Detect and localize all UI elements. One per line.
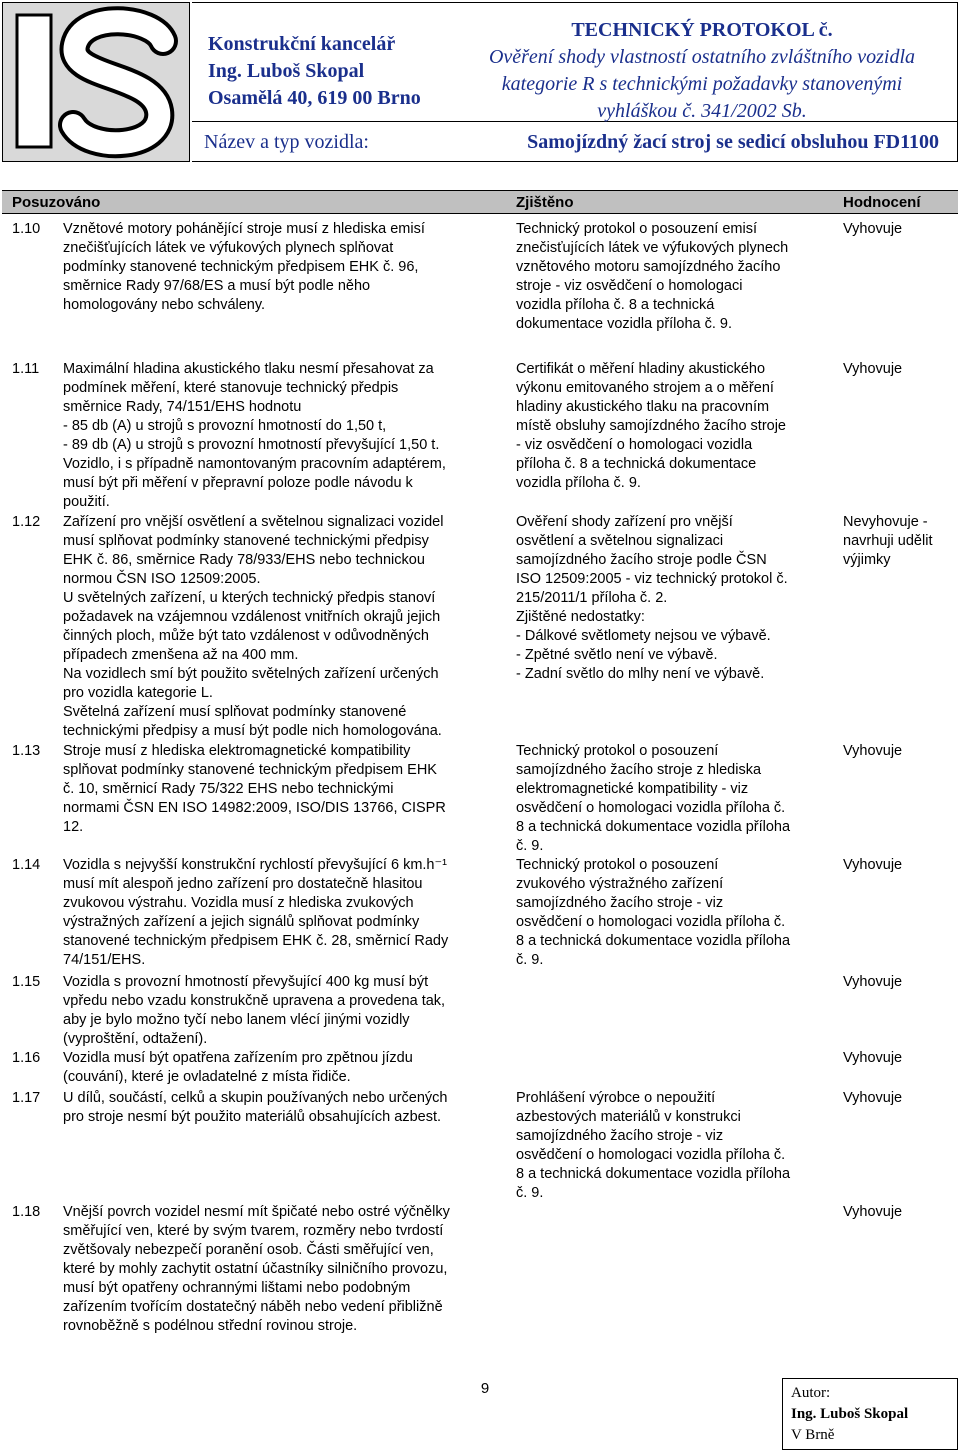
text-line: pro stroje nesmí být použito materiálů obsahujících azbest. xyxy=(63,1109,441,1125)
text-line: případech zmenšena až na 400 mm. xyxy=(63,647,299,663)
text-line: - 85 db (A) u strojů s provozní hmotností do 1,50 t, xyxy=(63,418,387,434)
protocol-block xyxy=(452,17,952,125)
row-number: 1.10 xyxy=(12,221,41,237)
text-line: - viz osvědčení o homologaci vozidla xyxy=(516,437,753,453)
table-header xyxy=(2,190,958,214)
text-line: Na vozidlech smí být použito světelných zařízení určených xyxy=(63,666,439,682)
finding-text xyxy=(516,856,831,970)
vehicle-label: Název a typ vozidla: xyxy=(204,131,369,153)
text-line: 8 a technická dokumentace vozidla příloha xyxy=(516,933,791,949)
text-line: musí splňovat podmínky stanovené technickými předpisy xyxy=(63,533,429,549)
protocol-line: vyhláškou č. 341/2002 Sb. xyxy=(597,100,807,122)
text-line: vznětového motoru samojízdného žacího xyxy=(516,259,781,275)
page-number: 9 xyxy=(480,1380,490,1397)
text-line: použití. xyxy=(63,494,110,510)
text-line: příloha č. 8 a technická dokumentace xyxy=(516,456,757,472)
text-line: - 89 db (A) u strojů s provozní hmotností převyšující 1,50 t. xyxy=(63,437,440,453)
text-line: Vnější povrch vozidel nesmí mít špičaté nebo ostré výčnělky xyxy=(63,1204,450,1220)
text-line: (couvání), které je ovladatelné z místa řidiče. xyxy=(63,1069,351,1085)
text-line: podmínek měření, které stanovuje technický předpis xyxy=(63,380,399,396)
column-header-found: Zjištěno xyxy=(516,194,574,211)
text-line: Vznětové motory pohánějící stroje musí z hlediska emisí xyxy=(63,221,425,237)
header-top xyxy=(192,2,958,122)
protocol-line: kategorie R s technickými požadavky stanovenými xyxy=(501,73,903,95)
text-line: Stroje musí z hlediska elektromagnetické kompatibility xyxy=(63,743,411,759)
text-line: azbestových materiálů v konstrukci xyxy=(516,1109,741,1125)
text-line: zvětšovaly nebezpečí poranění osob. Části směřující ven, xyxy=(63,1242,434,1258)
text-line: Vozidla s nejvyšší konstrukční rychlostí převyšující 6 km.h⁻¹ xyxy=(63,857,447,873)
text-line: elektromagnetické kompatibility - viz xyxy=(516,781,749,797)
evaluation-text xyxy=(843,742,958,761)
text-line: osvětlení a světelnou signalizaci xyxy=(516,533,724,549)
author-box xyxy=(782,1378,958,1450)
text-line: pro vozidla kategorie L. xyxy=(63,685,213,701)
text-line: homologovány nebo schváleny. xyxy=(63,297,266,313)
text-line: směrnice Rady 97/68/ES a musí být podle něho xyxy=(63,278,371,294)
text-line: Vyhovuje xyxy=(843,221,903,237)
requirement-text xyxy=(63,220,503,315)
text-line: normou ČSN ISO 12509:2005. xyxy=(63,571,261,587)
text-line: Technický protokol o posouzení emisí xyxy=(516,221,757,237)
column-header-assessed: Posuzováno xyxy=(12,194,101,211)
text-line: místě obsluhy samojízdného žacího stroje xyxy=(516,418,786,434)
author-name: Ing. Luboš Skopal xyxy=(791,1406,909,1422)
text-line: U světelných zařízení, u kterých technický předpis stanoví xyxy=(63,590,436,606)
text-line: Vozidla musí být opatřena zařízením pro zpětnou jízdu xyxy=(63,1050,413,1066)
text-line: č. 9. xyxy=(516,952,544,968)
requirement-text xyxy=(63,360,503,512)
text-line: 74/151/EHS. xyxy=(63,952,146,968)
author-label: Autor: xyxy=(791,1385,831,1401)
text-line: zvukového výstražného zařízení xyxy=(516,876,724,892)
protocol-title: TECHNICKÝ PROTOKOL č. xyxy=(571,19,833,41)
text-line: samojízdného žacího stroje podle ČSN xyxy=(516,552,767,568)
evaluation-text xyxy=(843,513,958,570)
text-line: Technický protokol o posouzení xyxy=(516,743,719,759)
text-line: Nevyhovuje - xyxy=(843,514,928,530)
company-owner: Ing. Luboš Skopal xyxy=(208,60,365,82)
text-line: Vyhovuje xyxy=(843,974,903,990)
text-line: Certifikát o měření hladiny akustického xyxy=(516,361,766,377)
requirement-text xyxy=(63,1049,503,1087)
text-line: dokumentace vozidla příloha č. 9. xyxy=(516,316,733,332)
finding-text xyxy=(516,360,831,493)
protocol-line: Ověření shody vlastností ostatního zvláštního vozidla xyxy=(488,46,916,68)
text-line: samojízdného žacího stroje - viz xyxy=(516,1128,724,1144)
text-line: výkonu emitovaného strojem a o měření xyxy=(516,380,774,396)
evaluation-text xyxy=(843,1049,958,1068)
text-line: osvědčení o homologaci vozidla příloha č. xyxy=(516,800,786,816)
evaluation-text xyxy=(843,856,958,875)
text-line: EHK č. 86, směrnice Rady 78/933/EHS nebo technickou xyxy=(63,552,425,568)
requirement-text xyxy=(63,513,503,741)
text-line: musí mít alespoň jedno zařízení pro dostatečně hlasitou xyxy=(63,876,423,892)
row-number: 1.18 xyxy=(12,1204,41,1220)
evaluation-text xyxy=(843,973,958,992)
finding-text xyxy=(516,1089,831,1203)
row-number: 1.17 xyxy=(12,1090,41,1106)
text-line: znečisťujících látek ve výfukových plynech xyxy=(516,240,789,256)
text-line: které by mohly zachytit ostatní účastníky silničního provozu, xyxy=(63,1261,448,1277)
text-line: musí být při měření v přepravní poloze podle návodu k xyxy=(63,475,413,491)
text-line: zařízením tvořícím dostatečný náběh nebo vedení přibližně xyxy=(63,1299,443,1315)
text-line: Zjištěné nedostatky: xyxy=(516,609,645,625)
text-line: 8 a technická dokumentace vozidla příloha xyxy=(516,1166,791,1182)
evaluation-text xyxy=(843,360,958,379)
text-line: Vyhovuje xyxy=(843,1090,903,1106)
finding-text xyxy=(516,220,831,334)
author-city: V Brně xyxy=(791,1427,835,1443)
text-line: Vozidla s provozní hmotností převyšující 400 kg musí být xyxy=(63,974,429,990)
requirement-text xyxy=(63,1089,503,1127)
evaluation-text xyxy=(843,220,958,239)
text-line: Prohlášení výrobce o nepoužití xyxy=(516,1090,716,1106)
text-line: ISO 12509:2005 - viz technický protokol č. xyxy=(516,571,788,587)
text-line: směřující ven, které by svým tvarem, rozměry nebo tvrdostí xyxy=(63,1223,444,1239)
text-line: Vyhovuje xyxy=(843,361,903,377)
text-line: aby je bylo možno tyčí nebo lanem vlécí jinými vozidly xyxy=(63,1012,410,1028)
text-line: musí být opatřeny ochrannými lištami nebo podobným xyxy=(63,1280,411,1296)
evaluation-text xyxy=(843,1089,958,1108)
company-block xyxy=(208,31,421,112)
text-line: normami ČSN EN ISO 14982:2009, ISO/DIS 13766, CISPR xyxy=(63,800,446,816)
text-line: podmínky stanovené technickým předpisem EHK č. 96, xyxy=(63,259,419,275)
ls-logo-icon xyxy=(3,3,189,161)
text-line: samojízdného žacího stroje - viz xyxy=(516,895,724,911)
text-line: Ověření shody zařízení pro vnější xyxy=(516,514,733,530)
text-line: - Dálkové světlomety nejsou ve výbavě. xyxy=(516,628,771,644)
text-line: splňovat podmínky stanovené technickým předpisem EHK xyxy=(63,762,437,778)
company-address: Osamělá 40, 619 00 Brno xyxy=(208,87,421,109)
text-line: Technický protokol o posouzení xyxy=(516,857,719,873)
text-line: vpředu nebo vzadu konstrukčně upravena a provedena tak, xyxy=(63,993,446,1009)
text-line: - Zpětné světlo není ve výbavě. xyxy=(516,647,718,663)
text-line: č. 10, směrnicí Rady 75/322 EHS nebo technickými xyxy=(63,781,394,797)
text-line: vozidla příloha č. 9. xyxy=(516,475,641,491)
text-line: stanovené technickým předpisem EHK č. 28, směrnicí Rady xyxy=(63,933,449,949)
text-line: technickými předpisy a musí být podle nich homologována. xyxy=(63,723,442,739)
evaluation-text xyxy=(843,1203,958,1222)
row-number: 1.12 xyxy=(12,514,41,530)
row-number: 1.14 xyxy=(12,857,41,873)
text-line: Vozidlo, i s případně namontovaným pracovním adaptérem, xyxy=(63,456,446,472)
text-line: hladiny akustického tlaku na pracovním xyxy=(516,399,770,415)
text-line: výstražných zařízení a jejich signálů splňovat podmínky xyxy=(63,914,420,930)
text-line: Vyhovuje xyxy=(843,743,903,759)
requirement-text xyxy=(63,973,503,1049)
text-line: 12. xyxy=(63,819,84,835)
requirement-text xyxy=(63,742,503,837)
text-line: požadavek na vzájemnou vzdálenost vnitřních okrajů jejich xyxy=(63,609,441,625)
text-line: rovnoběžně s podélnou střední rovinou stroje. xyxy=(63,1318,358,1334)
text-line: směrnice Rady, 74/151/EHS hodnotu xyxy=(63,399,302,415)
text-line: 215/2011/1 příloha č. 2. xyxy=(516,590,668,606)
text-line: (vyproštění, odtažení). xyxy=(63,1031,208,1047)
requirement-text xyxy=(63,856,503,970)
text-line: stroje - viz osvědčení o homologaci xyxy=(516,278,743,294)
company-logo xyxy=(2,2,190,162)
text-line: 8 a technická dokumentace vozidla příloha xyxy=(516,819,791,835)
text-line: vozidla příloha č. 8 a technická xyxy=(516,297,715,313)
finding-text xyxy=(516,513,831,684)
text-line: osvědčení o homologaci vozidla příloha č. xyxy=(516,1147,786,1163)
text-line: - Zadní světlo do mlhy není ve výbavě. xyxy=(516,666,765,682)
text-line: Zařízení pro vnější osvětlení a světelnou signalizaci vozidel xyxy=(63,514,444,530)
text-line: Vyhovuje xyxy=(843,1204,903,1220)
text-line: Vyhovuje xyxy=(843,857,903,873)
column-header-evaluation: Hodnocení xyxy=(843,194,921,211)
finding-text xyxy=(516,742,831,856)
row-number: 1.16 xyxy=(12,1050,41,1066)
vehicle-value: Samojízdný žací stroj se sedicí obsluhou FD1100 xyxy=(527,131,939,153)
requirement-text xyxy=(63,1203,503,1336)
text-line: č. 9. xyxy=(516,838,544,854)
text-line: Maximální hladina akustického tlaku nesmí přesahovat za xyxy=(63,361,434,377)
text-line: č. 9. xyxy=(516,1185,544,1201)
row-number: 1.11 xyxy=(12,361,40,377)
row-number: 1.15 xyxy=(12,974,41,990)
text-line: osvědčení o homologaci vozidla příloha č. xyxy=(516,914,786,930)
text-line: výjimky xyxy=(843,552,891,568)
text-line: navrhuji udělit xyxy=(843,533,933,549)
text-line: činných ploch, může být tato vzdálenost v odůvodněných xyxy=(63,628,429,644)
text-line: samojízdného žacího stroje z hlediska xyxy=(516,762,762,778)
text-line: Vyhovuje xyxy=(843,1050,903,1066)
text-line: znečišťujících látek ve výfukových plynech splňovat xyxy=(63,240,394,256)
row-number: 1.13 xyxy=(12,743,41,759)
vehicle-row xyxy=(192,122,958,162)
text-line: U dílů, součástí, celků a skupin používaných nebo určených xyxy=(63,1090,448,1106)
text-line: zvukovou výstrahu. Vozidla musí z hlediska zvukových xyxy=(63,895,414,911)
company-name: Konstrukční kancelář xyxy=(208,33,396,55)
text-line: Světelná zařízení musí splňovat podmínky stanovené xyxy=(63,704,407,720)
